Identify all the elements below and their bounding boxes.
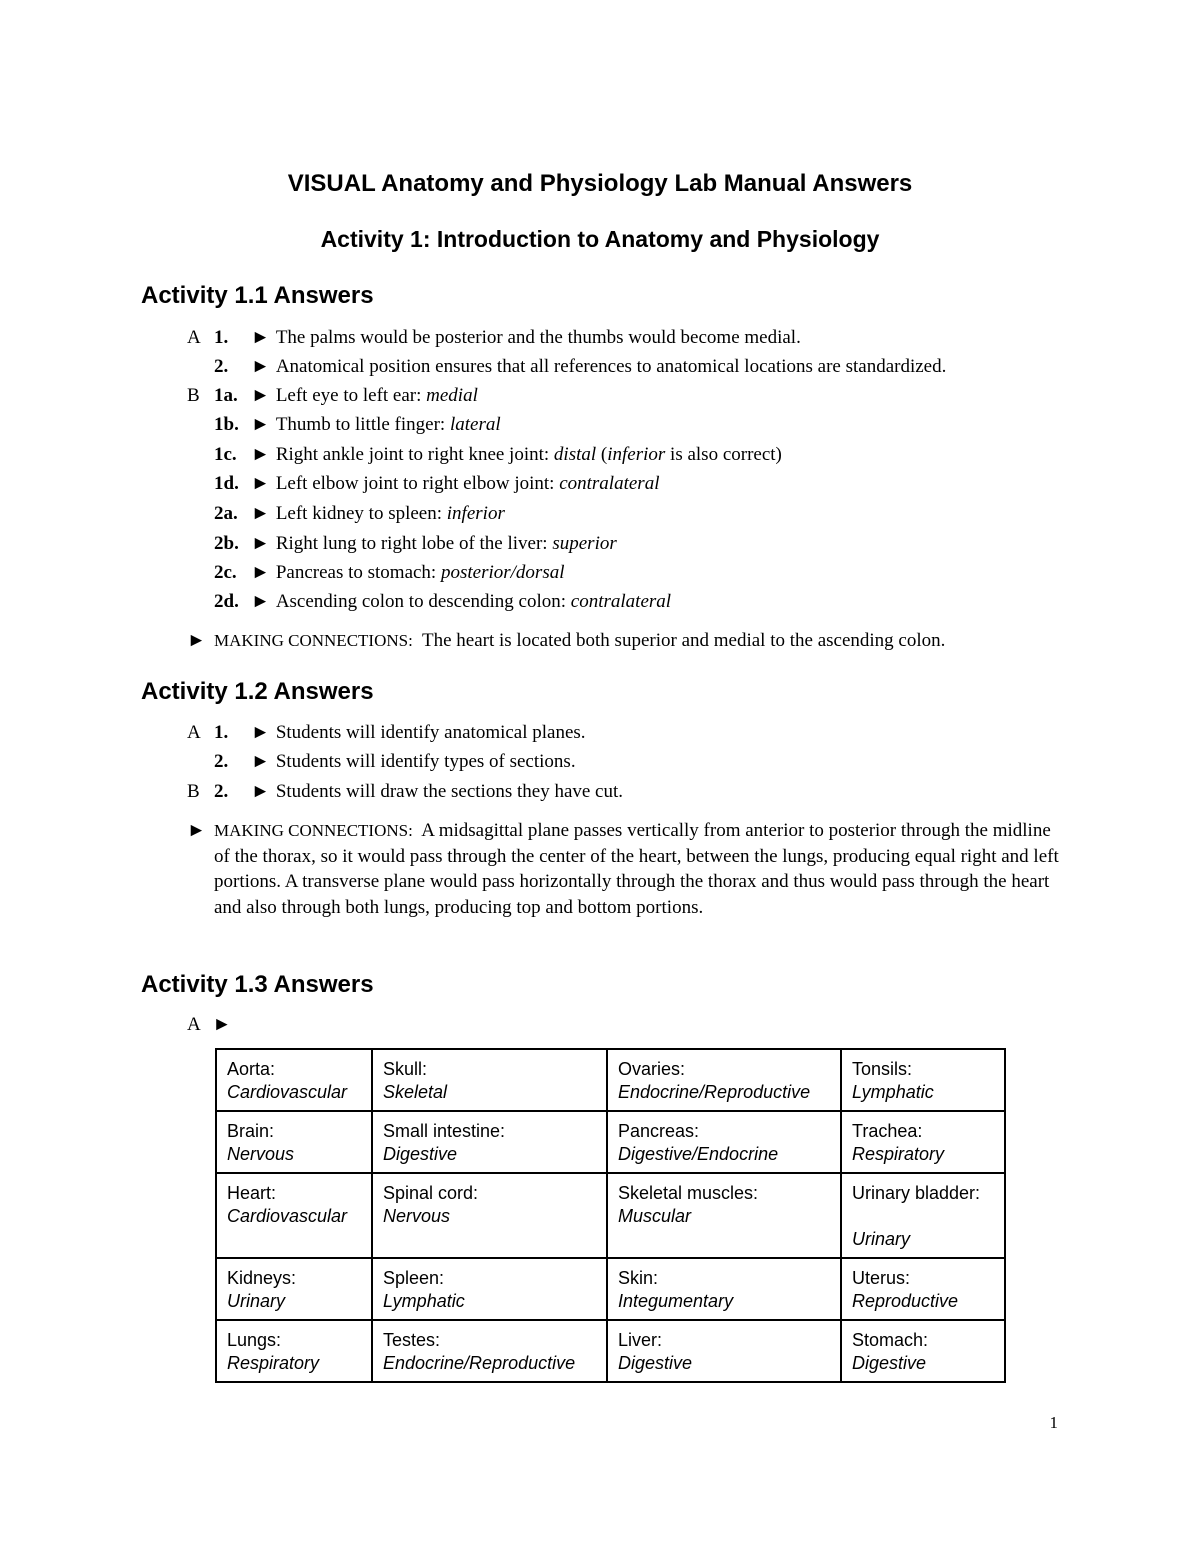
organ-system: Respiratory xyxy=(852,1144,945,1164)
answer-number: 2. xyxy=(214,356,229,377)
table-row xyxy=(216,1049,1005,1111)
answer-number: 2. xyxy=(214,751,229,772)
answer-text xyxy=(251,589,671,615)
table-row xyxy=(216,1173,1005,1258)
arrow-icon: ► xyxy=(251,444,270,465)
table-cell xyxy=(841,1111,1005,1173)
organ-system: Digestive xyxy=(852,1353,927,1373)
answer-aside: ( xyxy=(596,444,608,465)
answer-text xyxy=(251,560,565,586)
table-cell xyxy=(216,1173,372,1258)
organ-name: Stomach: xyxy=(852,1330,929,1350)
organ-system: Cardiovascular xyxy=(227,1082,348,1102)
table-row xyxy=(216,1320,1005,1382)
organ-name: Ovaries: xyxy=(618,1059,686,1079)
organ-name: Trachea: xyxy=(852,1121,923,1141)
answer-term: superior xyxy=(552,533,617,554)
organ-name: Spinal cord: xyxy=(383,1183,479,1203)
answer-number: 1d. xyxy=(214,473,239,494)
organ-name: Tonsils: xyxy=(852,1059,913,1079)
table-cell xyxy=(607,1111,841,1173)
organ-system: Respiratory xyxy=(227,1353,320,1373)
answer-number: 2. xyxy=(214,781,229,802)
table-cell xyxy=(841,1258,1005,1320)
answer-number: 1b. xyxy=(214,414,239,435)
answer-text xyxy=(251,779,623,805)
table-cell xyxy=(607,1049,841,1111)
answer-body: Students will draw the sections they have cut. xyxy=(275,781,624,802)
answer-text xyxy=(251,354,946,380)
organ-name: Urinary bladder: xyxy=(852,1183,981,1203)
answer-term: contralateral xyxy=(570,591,672,612)
answer-number: 1. xyxy=(214,327,229,348)
table-cell xyxy=(841,1173,1005,1258)
arrow-icon: ► xyxy=(187,630,206,651)
arrow-icon: ► xyxy=(251,751,270,772)
organ-system: Integumentary xyxy=(618,1291,734,1311)
answer-body: Students will identify anatomical planes. xyxy=(275,722,586,743)
table-cell xyxy=(841,1320,1005,1382)
answer-letter: A xyxy=(187,327,201,348)
organ-name: Skeletal muscles: xyxy=(618,1183,759,1203)
table-cell xyxy=(372,1111,607,1173)
organ-system: Urinary xyxy=(852,1229,911,1249)
answer-number: 1a. xyxy=(214,385,238,406)
organ-name: Lungs: xyxy=(227,1330,282,1350)
table-cell xyxy=(216,1320,372,1382)
organ-name: Testes: xyxy=(383,1330,441,1350)
table-cell xyxy=(372,1320,607,1382)
table-row xyxy=(216,1111,1005,1173)
arrow-icon: ► xyxy=(212,1014,232,1035)
answer-aside: is also correct) xyxy=(665,444,782,465)
answer-number: 2c. xyxy=(214,562,237,583)
organ-system: Cardiovascular xyxy=(227,1206,348,1226)
table-cell xyxy=(216,1111,372,1173)
answer-term: distal xyxy=(553,444,597,465)
answer-body: Right lung to right lobe of the liver: xyxy=(275,533,553,554)
answer-body: Pancreas to stomach: xyxy=(275,562,441,583)
arrow-icon: ► xyxy=(187,820,206,841)
organ-system: Nervous xyxy=(383,1206,451,1226)
organ-system: Lymphatic xyxy=(383,1291,465,1311)
answer-text xyxy=(251,501,505,527)
answer-letter: A xyxy=(187,1014,200,1035)
organ-system: Reproductive xyxy=(852,1291,959,1311)
answer-body: Thumb to little finger: xyxy=(275,414,450,435)
activity-1-2-heading: Activity 1.2 Answers xyxy=(141,678,374,705)
arrow-icon: ► xyxy=(251,503,270,524)
answer-text xyxy=(251,749,576,775)
organ-system: Digestive xyxy=(383,1144,458,1164)
answer-body: Right ankle joint to right knee joint: xyxy=(275,444,554,465)
activity-1-3-heading: Activity 1.3 Answers xyxy=(141,971,374,998)
organ-name: Skin: xyxy=(618,1268,659,1288)
table-cell xyxy=(372,1173,607,1258)
organ-name: Skull: xyxy=(383,1059,428,1079)
answer-term: lateral xyxy=(449,414,501,435)
organ-system-table xyxy=(215,1048,1006,1383)
arrow-icon: ► xyxy=(251,781,270,802)
answer-text xyxy=(251,383,478,409)
answer-body: Left eye to left ear: xyxy=(275,385,427,406)
organ-name: Liver: xyxy=(618,1330,663,1350)
organ-name: Aorta: xyxy=(227,1059,276,1079)
making-connections-1-1 xyxy=(187,628,1067,654)
answer-letter: A xyxy=(187,722,201,743)
organ-system: Digestive/Endocrine xyxy=(618,1144,779,1164)
answer-term: posterior/dorsal xyxy=(440,562,565,583)
making-connections-1-2 xyxy=(187,818,1067,920)
organ-system: Nervous xyxy=(227,1144,295,1164)
arrow-icon: ► xyxy=(251,562,270,583)
answer-body: Students will identify types of sections. xyxy=(275,751,576,772)
answer-number: 1. xyxy=(214,722,229,743)
table-cell xyxy=(372,1258,607,1320)
answer-letter: B xyxy=(187,781,200,802)
organ-name: Kidneys: xyxy=(227,1268,297,1288)
table-cell xyxy=(372,1049,607,1111)
arrow-icon: ► xyxy=(251,473,270,494)
table-cell xyxy=(216,1049,372,1111)
organ-system: Endocrine/Reproductive xyxy=(618,1082,811,1102)
answer-letter: B xyxy=(187,385,200,406)
organ-system: Endocrine/Reproductive xyxy=(383,1353,576,1373)
answer-term: inferior xyxy=(446,503,505,524)
organ-system: Urinary xyxy=(227,1291,286,1311)
answer-text xyxy=(251,442,782,468)
answer-number: 2a. xyxy=(214,503,238,524)
arrow-icon: ► xyxy=(251,327,270,348)
table-cell xyxy=(607,1258,841,1320)
organ-system: Digestive xyxy=(618,1353,693,1373)
page-number: 1 xyxy=(1049,1413,1058,1432)
organ-name: Heart: xyxy=(227,1183,277,1203)
answer-aside-term: inferior xyxy=(607,444,666,465)
organ-name: Pancreas: xyxy=(618,1121,700,1141)
answer-number: 2d. xyxy=(214,591,239,612)
answer-text xyxy=(251,720,586,746)
answer-body: Left elbow joint to right elbow joint: xyxy=(275,473,560,494)
answer-number: 2b. xyxy=(214,533,239,554)
table-cell xyxy=(216,1258,372,1320)
arrow-icon: ► xyxy=(251,722,270,743)
answer-text xyxy=(251,471,659,497)
organ-system: Lymphatic xyxy=(852,1082,934,1102)
organ-system: Muscular xyxy=(618,1206,692,1226)
making-connections-label: MAKING CONNECTIONS: xyxy=(214,631,413,650)
page-subtitle: Activity 1: Introduction to Anatomy and Physiology xyxy=(320,226,880,252)
making-connections-text: The heart is located both superior and medial to the ascending colon. xyxy=(421,630,946,651)
arrow-icon: ► xyxy=(251,591,270,612)
answer-body: Anatomical position ensures that all references to anatomical locations are standardized. xyxy=(275,356,947,377)
answer-body: The palms would be posterior and the thumbs would become medial. xyxy=(275,327,801,348)
answer-term: medial xyxy=(426,385,478,406)
answer-body: Left kidney to spleen: xyxy=(275,503,447,524)
arrow-icon: ► xyxy=(251,356,270,377)
organ-name: Brain: xyxy=(227,1121,275,1141)
arrow-icon: ► xyxy=(251,533,270,554)
organ-name: Small intestine: xyxy=(383,1121,506,1141)
arrow-icon: ► xyxy=(251,385,270,406)
answer-term: contralateral xyxy=(559,473,660,494)
answer-body: Ascending colon to descending colon: xyxy=(275,591,571,612)
answer-text xyxy=(251,531,617,557)
page-title: VISUAL Anatomy and Physiology Lab Manual Answers xyxy=(287,170,913,197)
making-connections-label: MAKING CONNECTIONS: xyxy=(214,821,413,840)
organ-name: Spleen: xyxy=(383,1268,445,1288)
table-cell xyxy=(607,1173,841,1258)
activity-1-1-heading: Activity 1.1 Answers xyxy=(141,282,374,309)
answer-text xyxy=(251,412,501,438)
arrow-icon: ► xyxy=(251,414,270,435)
organ-name: Uterus: xyxy=(852,1268,911,1288)
table-row xyxy=(216,1258,1005,1320)
answer-number: 1c. xyxy=(214,444,237,465)
answer-text xyxy=(251,325,801,351)
table-cell xyxy=(607,1320,841,1382)
organ-system: Skeletal xyxy=(383,1082,448,1102)
making-connections-text: A midsagittal plane passes vertically from anterior to posterior through the midline of the thorax, so it would pass through the center of the heart, between the lungs, producing equal right and left portions. A transverse plane would pass horizontally through the thorax and thus would pass through the heart and also through both lungs, producing top and bottom portions. xyxy=(214,820,1059,918)
table-cell xyxy=(841,1049,1005,1111)
answer-row xyxy=(187,1012,237,1038)
